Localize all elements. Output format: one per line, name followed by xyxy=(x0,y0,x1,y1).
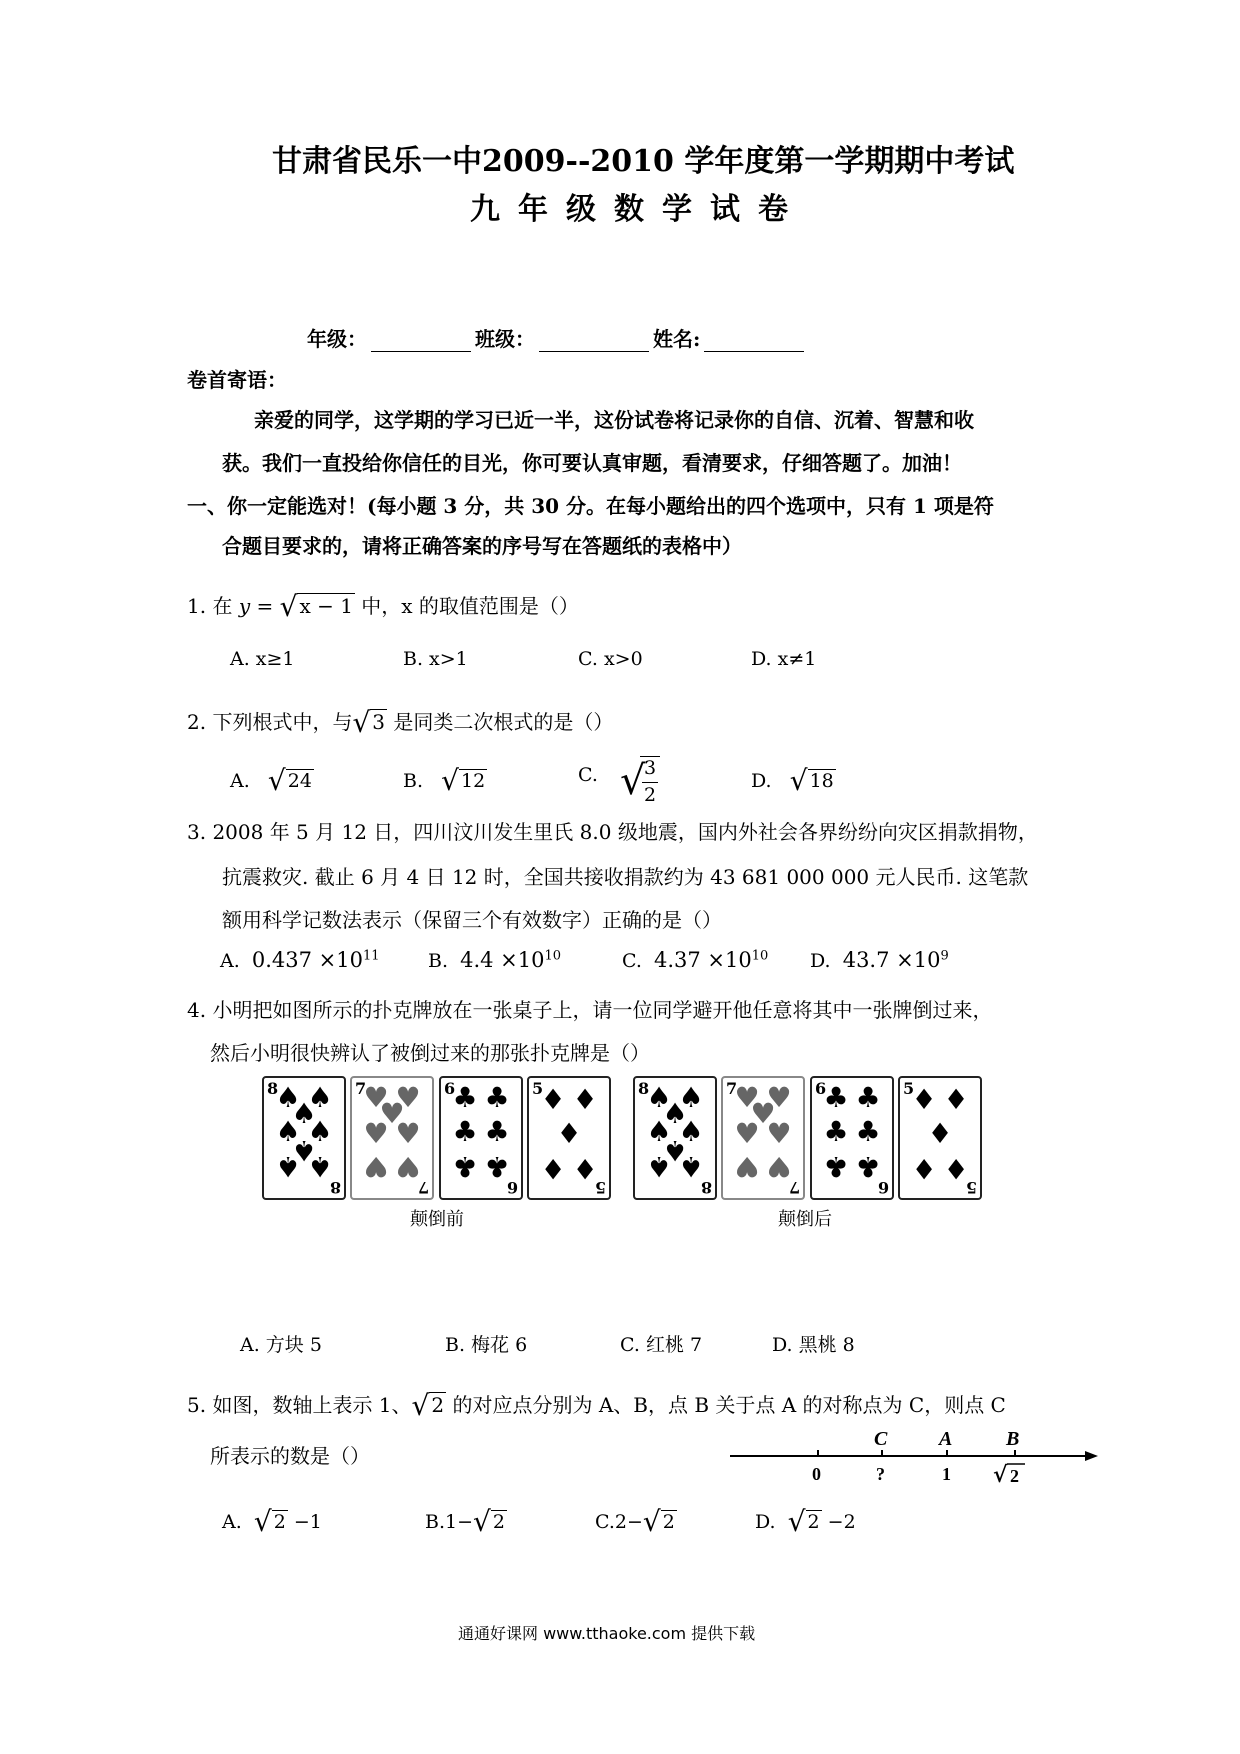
q3-option-d-base: 43.7 ×10 xyxy=(842,948,941,972)
card-rank-inverted: 7 xyxy=(788,1178,800,1197)
card-rank: 5 xyxy=(903,1079,915,1098)
q5-option-d xyxy=(755,1505,856,1538)
q2-option-c xyxy=(578,764,598,786)
diamond-pip-icon: ♦ xyxy=(540,1152,566,1185)
heart-pip-icon: ♥ xyxy=(766,1150,792,1183)
diamond-pip-icon: ♦ xyxy=(943,1152,969,1185)
label-one: 1 xyxy=(942,1464,951,1484)
label-sqrt-two: 2 xyxy=(1010,1466,1019,1486)
q5-option-b-sqrt: √ 2 xyxy=(473,1505,505,1538)
grade-blank[interactable] xyxy=(371,329,471,352)
q3-option-d-exp: 9 xyxy=(940,948,949,964)
label-zero: 0 xyxy=(812,1464,821,1484)
heart-pip-icon: ♥ xyxy=(734,1117,760,1150)
heart-pip-icon: ♥ xyxy=(395,1081,421,1114)
q5-option-d-label: D. xyxy=(755,1511,776,1533)
diamond-pip-icon: ♦ xyxy=(556,1117,582,1150)
q3-option-b-base: 4.4 ×10 xyxy=(460,948,545,972)
club-pip-icon: ♣ xyxy=(855,1150,881,1183)
club-pip-icon: ♣ xyxy=(452,1150,478,1183)
footer-credit: 通通好课网 www.tthaoke.com 提供下载 xyxy=(458,1624,756,1643)
heart-pip-icon: ♥ xyxy=(363,1081,389,1114)
q5-option-b-label: B. xyxy=(425,1511,446,1533)
question-1 xyxy=(187,590,579,623)
q3-option-c-label: C. xyxy=(622,950,642,972)
card-rank: 5 xyxy=(532,1079,544,1098)
q5-option-c-label: C. xyxy=(595,1511,615,1533)
q3-option-b-exp: 10 xyxy=(544,948,562,964)
number-line xyxy=(720,1420,1100,1490)
q3-option-a-base: 0.437 ×10 xyxy=(251,948,363,972)
q1-sqrt: √ x − 1 xyxy=(279,590,353,623)
q5-option-b-pre: 1− xyxy=(445,1511,474,1533)
card-rank-inverted: 5 xyxy=(965,1178,977,1197)
q5-option-c-sqrt: √ 2 xyxy=(642,1505,675,1538)
name-label: 姓名: xyxy=(653,327,701,351)
q2-option-b-radicand: 12 xyxy=(460,770,486,792)
q2-option-b-label: B. xyxy=(403,770,424,792)
diamond-pip-icon: ♦ xyxy=(540,1083,566,1116)
q4-line-2: 然后小明很快辨认了被倒过来的那张扑克牌是（） xyxy=(210,1041,650,1065)
spade-pip-icon: ♠ xyxy=(275,1150,301,1183)
q2-option-d-sqrt: √ 18 xyxy=(789,764,834,797)
grade-label: 年级： xyxy=(307,327,367,351)
q5-line-2: 所表示的数是（） xyxy=(210,1444,370,1468)
card-rank: 7 xyxy=(355,1079,367,1098)
q3-option-a-label: A. xyxy=(220,950,240,972)
q2-sqrt: √ 3 xyxy=(352,706,386,739)
q5-option-b-radicand: 2 xyxy=(492,1511,505,1533)
q3-option-b-label: B. xyxy=(428,950,449,972)
q3-option-a-exp: 11 xyxy=(362,948,380,964)
diamond-pip-icon: ♦ xyxy=(943,1083,969,1116)
q5-option-a-sqrt: √ 2 xyxy=(253,1505,286,1538)
heart-pip-icon: ♥ xyxy=(766,1081,792,1114)
playing-card-club-6-before xyxy=(439,1076,523,1200)
q2-option-a-sqrt: √ 24 xyxy=(267,764,312,797)
q2-option-c-label: C. xyxy=(578,764,598,786)
q2-suffix: 是同类二次根式的是（） xyxy=(393,710,614,734)
q5-option-c xyxy=(595,1505,677,1538)
club-pip-icon: ♣ xyxy=(855,1081,881,1114)
heart-pip-icon: ♥ xyxy=(750,1097,776,1130)
club-pip-icon: ♣ xyxy=(855,1115,881,1148)
q2-option-c-radical: √ xyxy=(620,758,646,804)
card-rank-inverted: 7 xyxy=(417,1178,429,1197)
q2-option-d xyxy=(751,764,836,797)
q5-prefix: 5. 如图，数轴上表示 1、 xyxy=(187,1393,412,1417)
spade-pip-icon: ♠ xyxy=(678,1081,704,1114)
q3-option-c xyxy=(622,948,768,972)
section-1-line-1: 一、你一定能选对！(每小题 3 分，共 30 分。在每小题给出的四个选项中，只有 1 项是符 xyxy=(187,494,994,518)
spade-pip-icon: ♠ xyxy=(275,1115,301,1148)
q5-option-a-radicand: 2 xyxy=(273,1511,286,1533)
q5-option-d-post: −2 xyxy=(821,1511,856,1533)
card-rank: 6 xyxy=(815,1079,827,1098)
spade-pip-icon: ♠ xyxy=(662,1134,688,1167)
heart-pip-icon: ♥ xyxy=(734,1081,760,1114)
club-pip-icon: ♣ xyxy=(823,1081,849,1114)
preface-line-1: 亲爱的同学，这学期的学习已近一半，这份试卷将记录你的自信、沉着、智慧和收 xyxy=(254,408,974,432)
heart-pip-icon: ♥ xyxy=(363,1117,389,1150)
card-rank-inverted: 6 xyxy=(877,1178,889,1197)
q2-option-b xyxy=(403,764,487,797)
club-pip-icon: ♣ xyxy=(484,1150,510,1183)
playing-card-diamond-5-after xyxy=(898,1076,982,1200)
diamond-pip-icon: ♦ xyxy=(927,1117,953,1150)
card-rank-inverted: 8 xyxy=(700,1178,712,1197)
q4-option-a: A. 方块 5 xyxy=(240,1334,322,1356)
heart-pip-icon: ♥ xyxy=(395,1150,421,1183)
name-blank[interactable] xyxy=(704,329,804,352)
q5-option-d-radicand: 2 xyxy=(807,1511,820,1533)
q3-line-3: 额用科学记数法表示（保留三个有效数字）正确的是（） xyxy=(222,908,722,932)
label-sqrt-symbol: √ xyxy=(993,1462,1008,1488)
q3-option-a xyxy=(220,948,380,972)
caption-before: 颠倒前 xyxy=(410,1209,464,1230)
q5-radicand: 2 xyxy=(431,1393,445,1417)
q5-option-b xyxy=(425,1505,507,1538)
spade-pip-icon: ♠ xyxy=(678,1150,704,1183)
club-pip-icon: ♣ xyxy=(823,1150,849,1183)
preface-label: 卷首寄语： xyxy=(187,368,287,392)
q5-option-a xyxy=(222,1505,322,1538)
spade-pip-icon: ♠ xyxy=(646,1081,672,1114)
q3-option-b xyxy=(428,948,561,972)
q3-option-d xyxy=(810,948,949,972)
q4-option-d: D. 黑桃 8 xyxy=(772,1334,855,1356)
q1-option-a: A. x≥1 xyxy=(230,648,295,670)
q1-option-d: D. x≠1 xyxy=(751,648,817,670)
q5-option-d-sqrt: √ 2 xyxy=(787,1505,820,1538)
playing-card-diamond-5-before xyxy=(527,1076,611,1200)
heart-pip-icon: ♥ xyxy=(766,1117,792,1150)
q3-line-1: 3. 2008 年 5 月 12 日，四川汶川发生里氏 8.0 级地震，国内外社会各界纷纷向灾区捐款捐物， xyxy=(187,820,1038,844)
number-line-arrow xyxy=(1085,1451,1098,1461)
card-rank: 8 xyxy=(638,1079,650,1098)
q2-option-b-sqrt: √ 12 xyxy=(441,764,486,797)
q2-prefix: 2. 下列根式中，与 xyxy=(187,710,353,734)
q1-prefix: 1. 在 xyxy=(187,594,233,618)
club-pip-icon: ♣ xyxy=(484,1081,510,1114)
q1-y-eq: y = xyxy=(238,594,274,618)
q2-option-a-label: A. xyxy=(230,770,250,792)
q2-option-c-fraction-sqrt xyxy=(620,748,660,810)
exam-title: 甘肃省民乐一中2009--2010 学年度第一学期期中考试 xyxy=(272,144,1015,179)
q1-suffix: 中，x 的取值范围是（） xyxy=(361,594,579,618)
q1-option-c: C. x>0 xyxy=(578,648,643,670)
q2-radicand: 3 xyxy=(372,710,386,734)
playing-card-spade-8-before xyxy=(262,1076,346,1200)
spade-pip-icon: ♠ xyxy=(291,1097,317,1130)
card-rank: 7 xyxy=(726,1079,738,1098)
heart-pip-icon: ♥ xyxy=(363,1150,389,1183)
section-1-line-2: 合题目要求的，请将正确答案的序号写在答题纸的表格中） xyxy=(222,534,742,558)
q2-option-c-numerator: 3 xyxy=(644,757,657,779)
spade-pip-icon: ♠ xyxy=(646,1115,672,1148)
card-rank-inverted: 6 xyxy=(506,1178,518,1197)
caption-after: 颠倒后 xyxy=(778,1209,832,1230)
club-pip-icon: ♣ xyxy=(452,1081,478,1114)
q2-option-a-radicand: 24 xyxy=(287,770,312,792)
q5-sqrt: √ 2 xyxy=(411,1389,445,1422)
q3-option-c-exp: 10 xyxy=(751,948,769,964)
heart-pip-icon: ♥ xyxy=(734,1150,760,1183)
question-2 xyxy=(187,706,613,739)
q4-line-1: 4. 小明把如图所示的扑克牌放在一张桌子上，请一位同学避开他任意将其中一张牌倒过来， xyxy=(187,998,993,1022)
spade-pip-icon: ♠ xyxy=(678,1115,704,1148)
club-pip-icon: ♣ xyxy=(452,1115,478,1148)
heart-pip-icon: ♥ xyxy=(395,1117,421,1150)
club-pip-icon: ♣ xyxy=(823,1115,849,1148)
q5-option-c-radicand: 2 xyxy=(662,1511,675,1533)
preface-line-2: 获。我们一直投给你信任的目光，你可要认真审题，看清要求，仔细答题了。加油！ xyxy=(222,451,962,475)
spade-pip-icon: ♠ xyxy=(307,1081,333,1114)
q4-option-b: B. 梅花 6 xyxy=(445,1334,528,1356)
playing-card-spade-8-after xyxy=(633,1076,717,1200)
label-b: B xyxy=(1006,1428,1020,1450)
playing-card-heart-7-before xyxy=(350,1076,434,1200)
q3-option-d-label: D. xyxy=(810,950,831,972)
card-rank: 8 xyxy=(267,1079,279,1098)
spade-pip-icon: ♠ xyxy=(662,1097,688,1130)
spade-pip-icon: ♠ xyxy=(646,1150,672,1183)
q5-option-a-post: −1 xyxy=(287,1511,322,1533)
card-rank-inverted: 8 xyxy=(329,1178,341,1197)
q2-option-a xyxy=(230,764,314,797)
q3-option-c-base: 4.37 ×10 xyxy=(654,948,752,972)
exam-subtitle: 九年级数学试卷 xyxy=(470,192,806,227)
label-a: A xyxy=(939,1428,953,1450)
spade-pip-icon: ♠ xyxy=(307,1115,333,1148)
q2-option-c-denominator: 2 xyxy=(644,784,657,806)
diamond-pip-icon: ♦ xyxy=(911,1083,937,1116)
class-label: 班级： xyxy=(475,327,535,351)
playing-card-club-6-after xyxy=(810,1076,894,1200)
label-c: C xyxy=(874,1428,888,1450)
q5-option-c-pre: 2− xyxy=(614,1511,643,1533)
q4-option-c: C. 红桃 7 xyxy=(620,1334,703,1356)
q5-option-a-label: A. xyxy=(222,1511,242,1533)
playing-card-heart-7-after xyxy=(721,1076,805,1200)
student-info-line xyxy=(307,323,808,352)
q2-option-d-label: D. xyxy=(751,770,772,792)
card-rank-inverted: 5 xyxy=(594,1178,606,1197)
diamond-pip-icon: ♦ xyxy=(572,1083,598,1116)
heart-pip-icon: ♥ xyxy=(379,1097,405,1130)
q3-line-2: 抗震救灾. 截止 6 月 4 日 12 时，全国共接收捐款约为 43 681 000 000 元人民币. 这笔款 xyxy=(222,865,1029,889)
q1-radicand: x − 1 xyxy=(299,594,353,618)
club-pip-icon: ♣ xyxy=(484,1115,510,1148)
class-blank[interactable] xyxy=(539,329,649,352)
label-question: ? xyxy=(876,1464,885,1484)
spade-pip-icon: ♠ xyxy=(307,1150,333,1183)
q1-option-b: B. x>1 xyxy=(403,648,468,670)
diamond-pip-icon: ♦ xyxy=(572,1152,598,1185)
spade-pip-icon: ♠ xyxy=(291,1134,317,1167)
q5-suffix: 的对应点分别为 A、B，点 B 关于点 A 的对称点为 C，则点 C xyxy=(452,1393,1006,1417)
question-5 xyxy=(187,1389,1006,1422)
spade-pip-icon: ♠ xyxy=(275,1081,301,1114)
q2-option-d-radicand: 18 xyxy=(809,770,834,792)
card-rank: 6 xyxy=(444,1079,456,1098)
diamond-pip-icon: ♦ xyxy=(911,1152,937,1185)
